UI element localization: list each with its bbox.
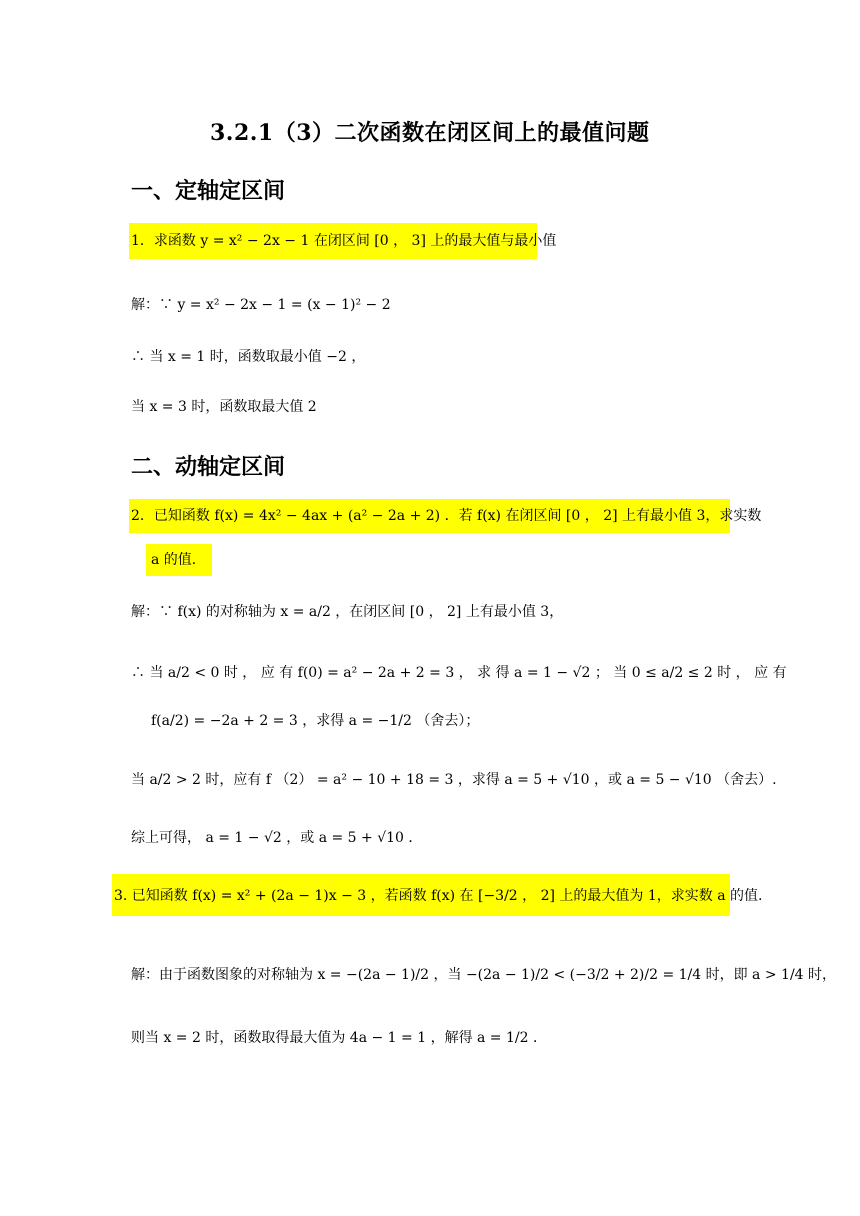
solution1-line1: 解：∵ y = x² − 2x − 1 = (x − 1)² − 2 [131,297,391,313]
problem1-text: 1．求函数 y = x² − 2x − 1 在闭区间 [0 ， 3] 上的最大值与最小值 [131,233,557,249]
section2-heading: 二、动轴定区间 [131,454,286,480]
solution3-line1: 解：由于函数图象的对称轴为 x = −(2a − 1)/2 ，当 −(2a − 1)/2 < (−3/2 + 2)/2 = 1/4 时，即 a > 1/4 时， [131,967,837,983]
solution1-line3: 当 x = 3 时，函数取最大值 2 [131,399,317,415]
solution1-line2: ∴ 当 x = 1 时，函数取最小值 −2 ， [131,349,366,365]
solution2-line5: 综上可得， a = 1 − √2 ，或 a = 5 + √10 ． [131,830,423,846]
problem2-text-line2: a 的值． [151,552,206,568]
section1-heading: 一、定轴定区间 [131,178,286,204]
solution3-line2: 则当 x = 2 时，函数取得最大值为 4a − 1 = 1 ，解得 a = 1/2 ． [131,1030,547,1046]
solution2-line2: ∴ 当 a/2 < 0 时 ， 应 有 f(0) = a² − 2a + 2 = 3 ， 求 得 a = 1 − √2 ； 当 0 ≤ a/2 ≤ 2 时 ， 应 有 [131,665,787,681]
document-title: 3.2.1（3）二次函数在闭区间上的最值问题 [210,120,650,146]
problem2-text-line1: 2．已知函数 f(x) = 4x² − 4ax + (a² − 2a + 2) ．若 f(x) 在闭区间 [0 ， 2] 上有最小值 3，求实数 [131,508,762,524]
problem3-text: 3. 已知函数 f(x) = x² + (2a − 1)x − 3 ，若函数 f(x) 在 [−3/2 ， 2] 上的最大值为 1，求实数 a 的值. [114,888,763,904]
solution2-line3: f(a/2) = −2a + 2 = 3 ，求得 a = −1/2 （舍去）； [151,713,480,729]
solution2-line4: 当 a/2 > 2 时，应有 f （2） = a² − 10 + 18 = 3 ，求得 a = 5 + √10 ，或 a = 5 − √10 （舍去）. [131,772,777,788]
solution2-line1: 解：∵ f(x) 的对称轴为 x = a/2 ，在闭区间 [0 ， 2] 上有最小值 3， [131,604,564,620]
